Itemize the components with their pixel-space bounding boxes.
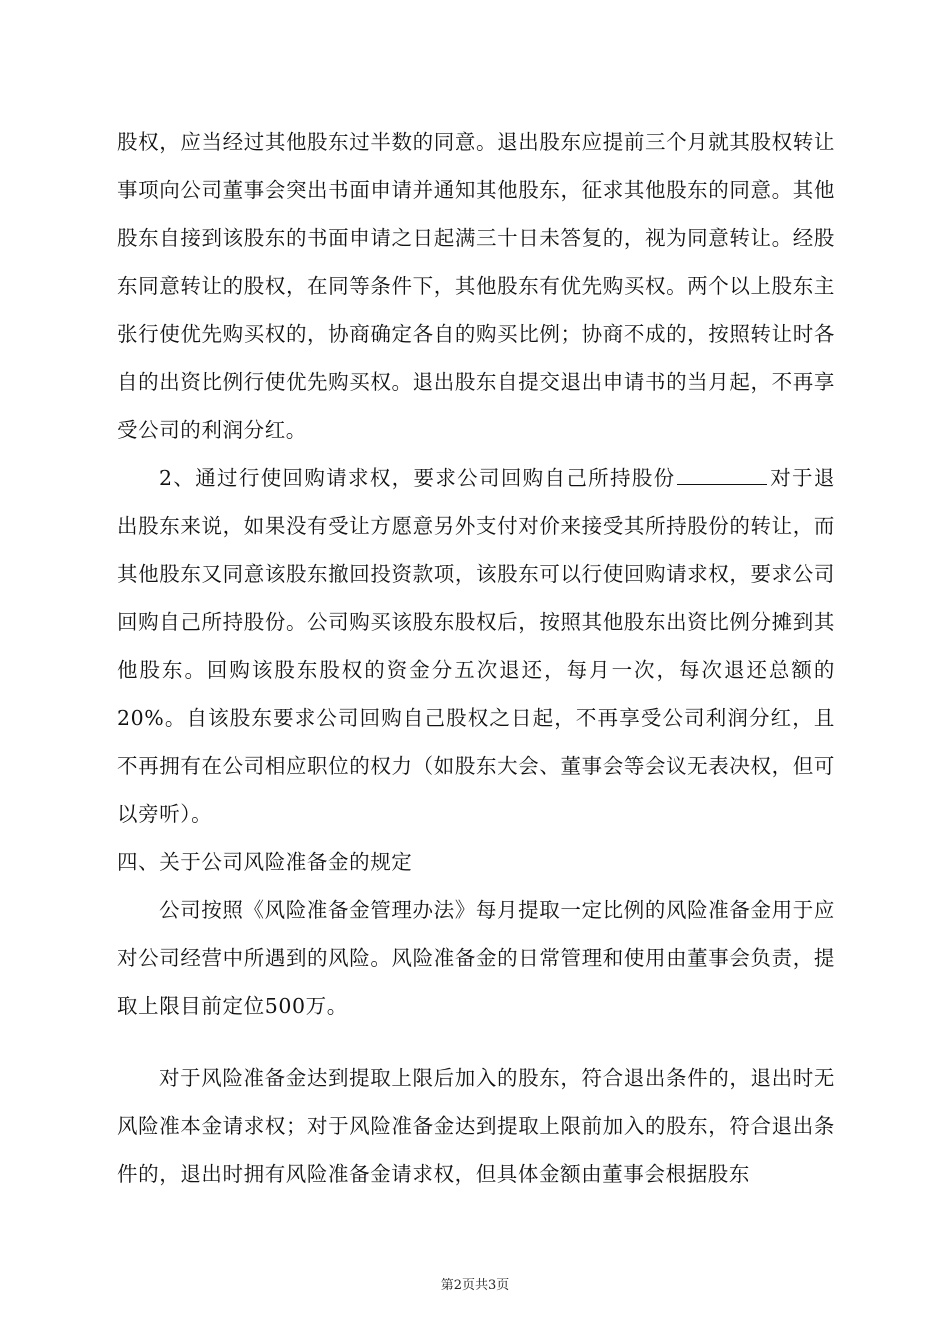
paragraph-buyback-request [117, 454, 835, 838]
section-heading-risk-reserve: 四、关于公司风险准备金的规定 [117, 850, 413, 874]
paragraph-risk-reserve-claim: 对于风险准备金达到提取上限后加入的股东，符合退出条件的，退出时无风险准本金请求权；对于风险准备金达到提取上限前加入的股东，符合退出条件的，退出时拥有风险准备金请求权，但具体金额由董事会根据股东 [117, 1066, 835, 1186]
paragraph-spacer [117, 1030, 835, 1054]
paragraph-risk-reserve-policy: 公司按照《风险准备金管理办法》每月提取一定比例的风险准备金用于应对公司经营中所遇到的风险。风险准备金的日常管理和使用由董事会负责，提取上限目前定位500万。 [117, 898, 835, 1018]
paragraph-equity-transfer: 股权，应当经过其他股东过半数的同意。退出股东应提前三个月就其股权转让事项向公司董事会突出书面申请并通知其他股东，征求其他股东的同意。其他股东自接到该股东的书面申请之日起满三十日未答复的，视为同意转让。经股东同意转让的股权，在同等条件下，其他股东有优先购买权。两个以上股东主张行使优先购买权的，协商确定各自的购买比例；协商不成的，按照转让时各自的出资比例行使优先购买权。退出股东自提交退出申请书的当月起，不再享受公司的利润分红。 [117, 130, 835, 442]
document-body [117, 118, 835, 1198]
page-number-footer: 第2页共3页 [440, 1278, 510, 1293]
fill-in-blank [677, 466, 767, 485]
buyback-intro-text: 2、通过行使回购请求权，要求公司回购自己所持股份 [159, 466, 676, 490]
buyback-body-text: 对于退出股东来说，如果没有受让方愿意另外支付对价来接受其所持股份的转让，而其他股东又同意该股东撤回投资款项，该股东可以行使回购请求权，要求公司回购自己所持股份。公司购买该股东股权后，按照其他股东出资比例分摊到其他股东。回购该股东股权的资金分五次退还，每月一次，每次退还总额的20%。自该股东要求公司回购自己股权之日起，不再享受公司利润分红，且不再拥有在公司相应职位的权力（如股东大会、董事会等会议无表决权，但可以旁听）。 [117, 466, 835, 826]
